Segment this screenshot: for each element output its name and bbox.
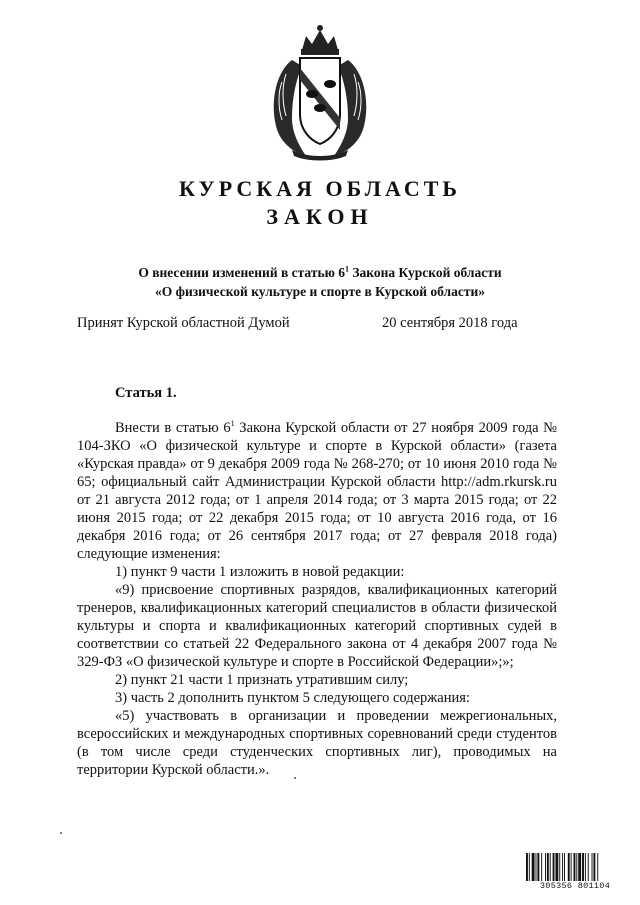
subtitle-line-2: «О физической культуре и спорте в Курской области»: [154, 284, 485, 299]
article-item: 3) часть 2 дополнить пунктом 5 следующего содержания:: [115, 690, 470, 706]
barcode-bar: [559, 853, 560, 883]
adoption-body: Принят Курской областной Думой: [77, 315, 290, 331]
article-item: «9) присвоение спортивных разрядов, квалификационных категорий тренеров, квалификационных категорий специалистов в области физической культуры и спорта и квалификационных категорий спортивных судей в соответствии со статьей 22 Федерального закона от 4 декабря 2007 года № 329-ФЗ «О физической культуре и спорте в Российской Федерации»;»;: [77, 582, 557, 670]
barcode-bar: [553, 853, 555, 883]
barcode-bar: [555, 853, 558, 883]
barcode-bar: [597, 853, 598, 883]
barcode-bar: [593, 853, 595, 883]
barcode-bar: [578, 853, 581, 883]
barcode-bar: [574, 853, 576, 883]
barcode-bar: [562, 853, 563, 883]
article-item: 2) пункт 21 части 1 признать утратившим силу;: [115, 672, 409, 688]
barcode-bar: [585, 853, 586, 883]
barcode-bar: [529, 853, 530, 883]
barcode-bar: [576, 853, 577, 883]
barcode-bar: [537, 853, 539, 883]
kursk-coat-of-arms-icon: [262, 22, 378, 162]
article-item: 1) пункт 9 части 1 изложить в новой редакции:: [115, 564, 405, 580]
article-item: «5) участвовать в организации и проведении межрегиональных, всероссийских и международных спортивных соревнований среди студентов (в том числе среди студенческих спортивных лиг), проводимых на территории Курской области.».: [77, 708, 557, 778]
barcode-bar: [568, 853, 570, 883]
article-intro: Внести в статью $6^1$ Закона Курской области от 27 ноября 2009 года № 104-ЗКО «О физической культуре и спорте в Курской области» (газета «Курская правда» от 9 декабря 2009 года № 268-270; от 10 июня 2010 года № 65; официальный сайт Администрации Курской области http://adm.rkursk.ru от 21 августа 2012 года; от 1 апреля 2014 года; от 3 марта 2015 года; от 22 июня 2015 года; от 22 декабря 2015 года; от 10 августа 2016 года, от 16 декабря 2016 года; от 26 сентября 2017 года; от 27 февраля 2018 года) следующие изменения:: [77, 419, 558, 562]
scan-dot: [60, 832, 62, 834]
barcode-bar: [571, 853, 572, 883]
barcode-bar: [545, 853, 546, 883]
barcode-bar: [564, 853, 565, 883]
adoption-date: 20 сентября 2018 года: [382, 315, 518, 331]
barcode-bar: [582, 853, 584, 883]
barcode-bar: [550, 853, 551, 883]
barcode-bar: [526, 853, 528, 883]
article-body: [77, 419, 557, 779]
barcode-bar: [541, 853, 542, 883]
barcode-bar: [588, 853, 589, 883]
document-type-title: ЗАКОН: [266, 204, 374, 229]
barcode-number: 305356 801104: [522, 881, 628, 891]
article-heading: Статья 1.: [115, 385, 177, 401]
barcode-bar: [536, 853, 537, 883]
barcode-bar: [547, 853, 549, 883]
scan-dot: [294, 777, 296, 779]
region-title: КУРСКАЯ ОБЛАСТЬ: [179, 176, 461, 201]
subtitle-line-1: О внесении изменений в статью $6^1$ Закона Курской области: [138, 264, 502, 280]
barcode-bar: [532, 853, 535, 883]
barcode-bar: [592, 853, 593, 883]
